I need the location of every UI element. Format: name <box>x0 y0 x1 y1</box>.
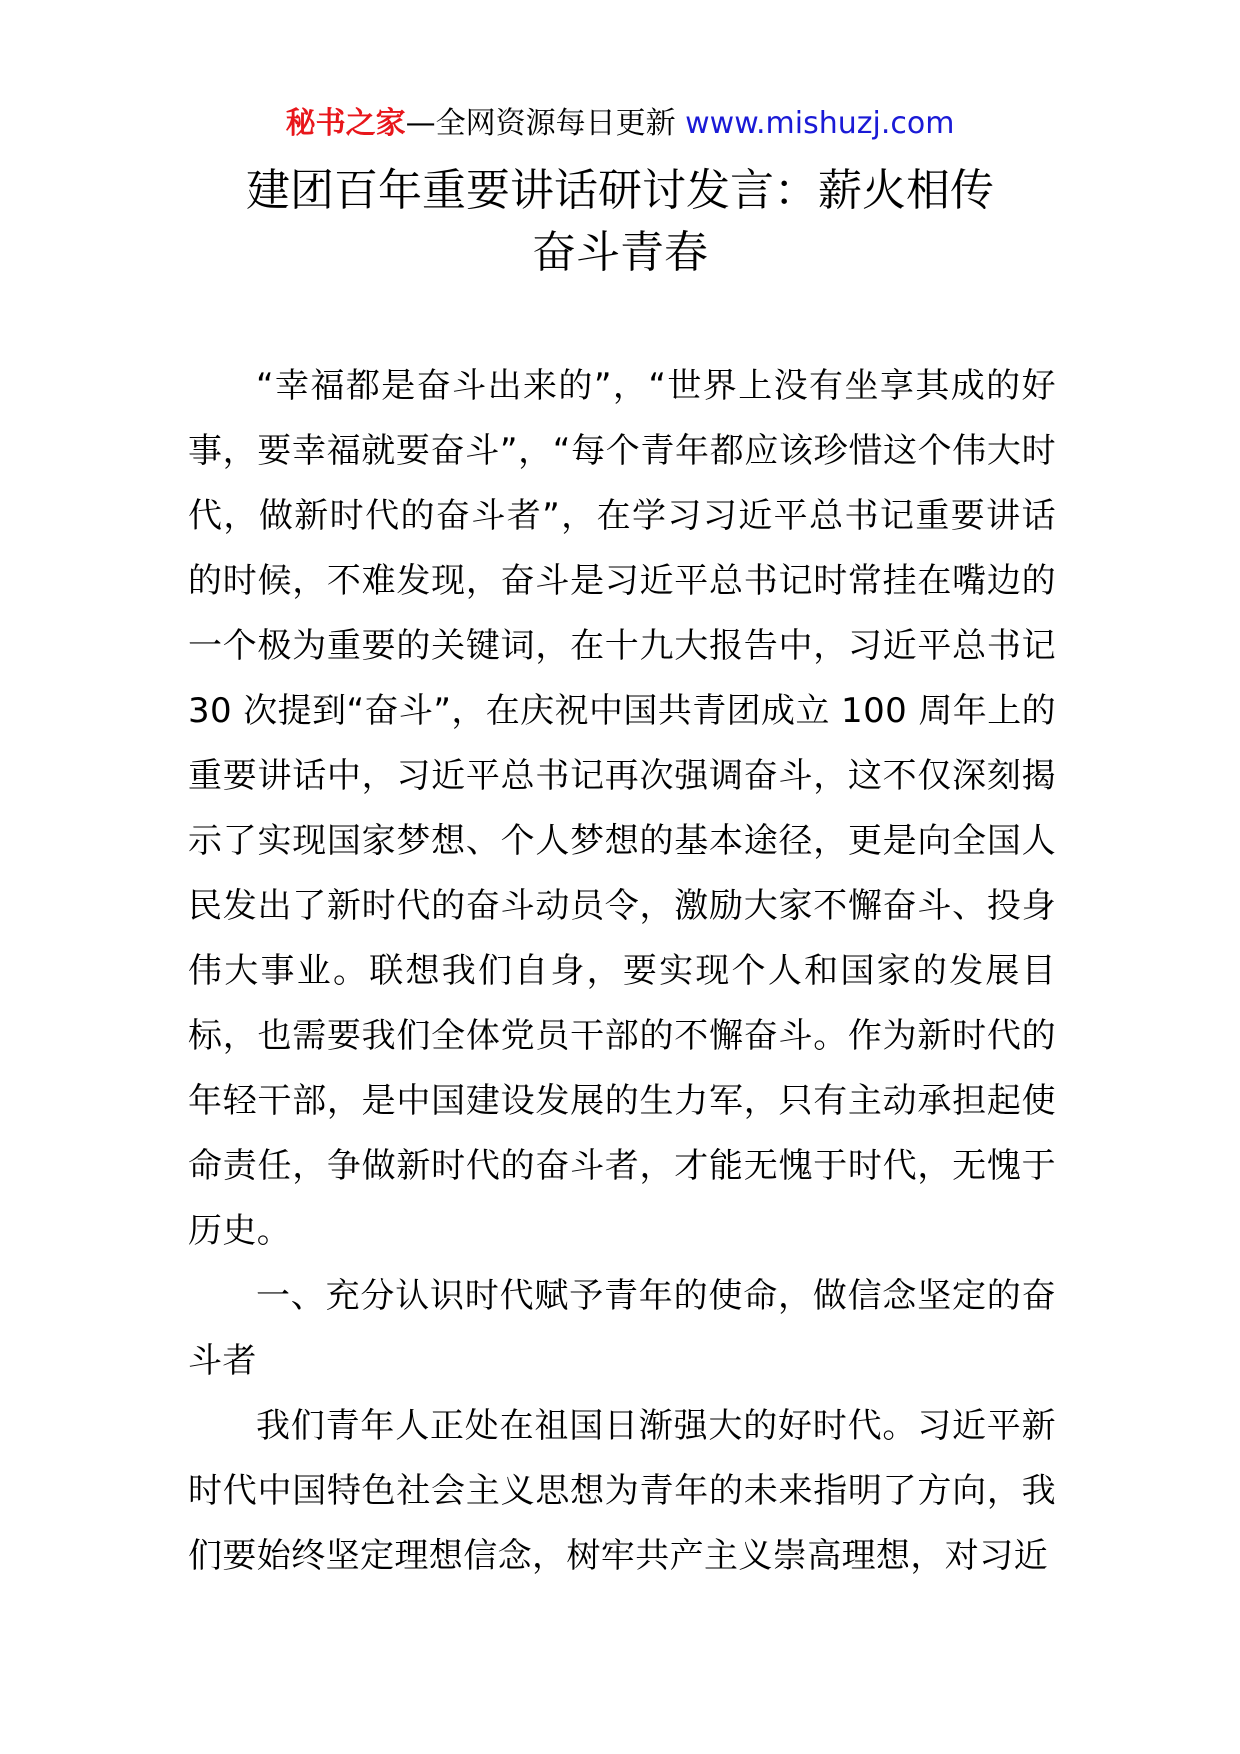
title-line-2: 奋斗青春 <box>532 227 708 278</box>
site-tagline: —全网资源每日更新 <box>405 106 676 141</box>
title-line-1: 建团百年重要讲话研讨发言：薪火相传 <box>246 165 994 216</box>
site-url[interactable]: www.mishuzj.com <box>685 106 955 141</box>
section-heading-1: 一、充分认识时代赋予青年的使命，做信念坚定的奋斗者 <box>188 1276 1056 1381</box>
document-body <box>188 354 1056 1589</box>
site-header <box>0 102 1240 146</box>
site-brand: 秘书之家 <box>285 106 406 141</box>
paragraph-intro: “幸福都是奋斗出来的”，“世界上没有坐享其成的好事，要幸福就要奋斗”，“每个青年都应该珍惜这个伟大时代，做新时代的奋斗者”，在学习习近平总书记重要讲话的时候，不难发现，奋斗是习近平总书记时常挂在嘴边的一个极为重要的关键词，在十九大报告中，习近平总书记 30 次提到“奋斗”，在庆祝中国共青团成立 100 周年上的重要讲话中，习近平总书记再次强调奋斗，这不仅深刻揭示了实现国家梦想、个人梦想的基本途径，更是向全国人民发出了新时代的奋斗动员令，激励大家不懈奋斗、投身伟大事业。联想我们自身，要实现个人和国家的发展目标，也需要我们全体党员干部的不懈奋斗。作为新时代的年轻干部，是中国建设发展的生力军，只有主动承担起使命责任，争做新时代的奋斗者，才能无愧于时代，无愧于历史。 <box>188 366 1056 1251</box>
document-title <box>0 160 1240 284</box>
paragraph-section-1: 我们青年人正处在祖国日渐强大的好时代。习近平新时代中国特色社会主义思想为青年的未来指明了方向，我们要始终坚定理想信念，树牢共产主义崇高理想，对习近 <box>188 1406 1056 1576</box>
